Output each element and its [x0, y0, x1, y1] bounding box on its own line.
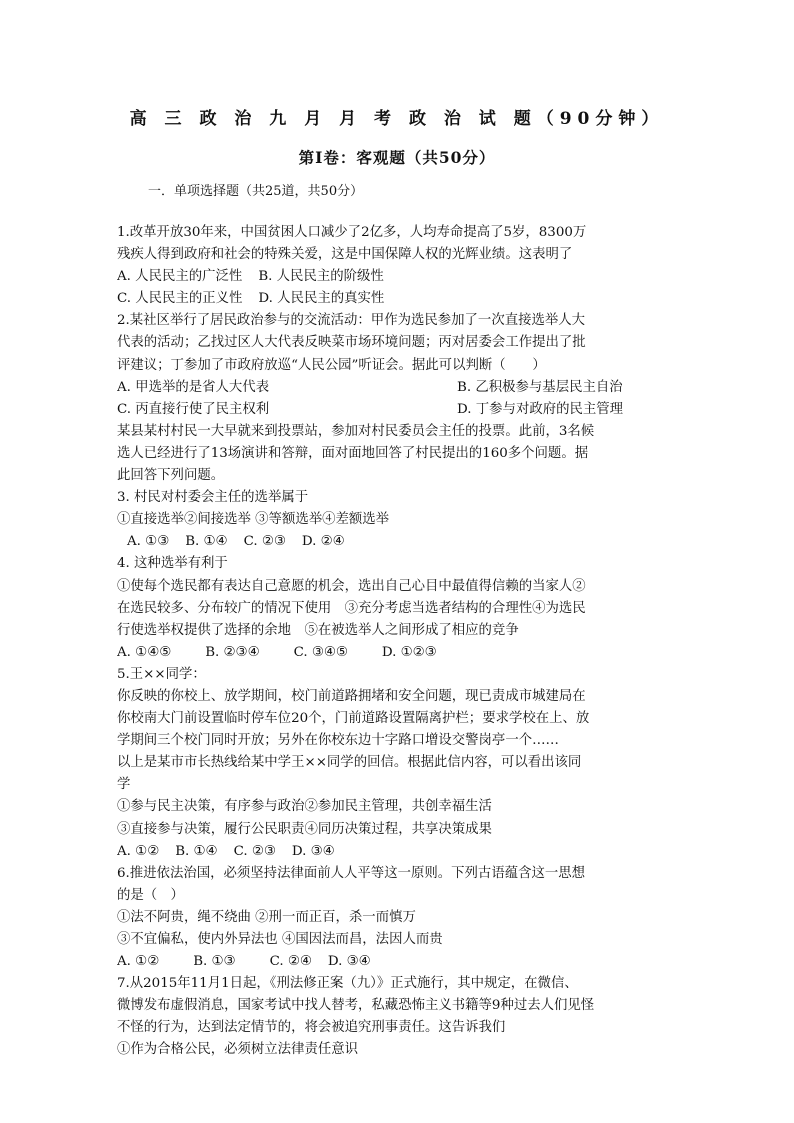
- q5-option-a: A. ①②: [117, 843, 160, 859]
- q4-option-a: A. ①④⑤: [117, 644, 172, 660]
- q4-statement-line-1: ①使每个选民都有表达自己意愿的机会，选出自己心目中最值得信赖的当家人②: [117, 578, 586, 594]
- q2-options-cd: [117, 399, 687, 421]
- q5-option-d: D. ③④: [291, 843, 335, 859]
- q2-stem-line-1: 2.某社区举行了居民政治参与的交流活动：甲作为选民参加了一次直接选举人大: [117, 313, 586, 329]
- q4-option-d: D. ①②③: [381, 644, 437, 660]
- q5-statements-2: ③直接参与决策，履行公民职责④同历决策过程，共享决策成果: [117, 821, 492, 837]
- q7-stem-line-2: 微博发布虚假消息，国家考试中找人替考，私藏恐怖主义书籍等9种过去人们见怪: [117, 998, 595, 1014]
- q6-option-c: C. ②④: [269, 954, 312, 970]
- q3-option-b: B. ①④: [185, 534, 228, 550]
- q2-stem-line-3: 评建议；丁参加了市政府放巡“人民公园”听证会。据此可以判断（ ）: [117, 357, 546, 373]
- q7-statement-1: ①作为合格公民，必须树立法律责任意识: [117, 1042, 359, 1058]
- q1-stem-line-2: 残疾人得到政府和社会的特殊关爱，这是中国保障人权的光辉业绩。这表明了: [117, 247, 573, 263]
- q5-question-line-2: 学: [117, 777, 131, 793]
- section-heading: 一．单项选择题（共25道，共50分）: [148, 184, 364, 199]
- q4-statement-line-3: 行使选举权提供了选择的余地 ⑤在被选举人之间形成了相应的竞争: [117, 622, 519, 638]
- q1-option-b: B. 人民民主的阶级性: [258, 269, 384, 285]
- q5-option-c: C. ②③: [233, 843, 276, 859]
- q4-choices: [117, 642, 687, 664]
- q3-option-c: C. ②③: [243, 534, 286, 550]
- q5-question-line-1: 以上是某市市长热线给某中学王××同学的回信。根据此信内容，可以看出该同: [117, 755, 582, 771]
- q7-stem-line-3: 不怪的行为，达到法定情节的，将会被追究刑事责任。这告诉我们: [117, 1020, 506, 1036]
- q4-option-c: C. ③④⑤: [293, 644, 348, 660]
- q4-option-b: B. ②③④: [205, 644, 260, 660]
- q1-options-ab: [117, 266, 687, 288]
- q5-statements-1: ①参与民主决策，有序参与政治②参加民主管理，共创幸福生活: [117, 799, 492, 815]
- passage-line-3: 此回答下列问题。: [117, 468, 225, 484]
- q5-letter-line-1: 你反映的你校上、放学期间，校门前道路拥堵和安全问题，现已责成市城建局在: [117, 688, 586, 704]
- q2-option-d: D. 丁参与对政府的民主管理: [457, 401, 624, 417]
- q7-stem-line-1: 7.从2015年11月1日起，《刑法修正案（九）》正式施行，其中规定，在微信、: [117, 976, 578, 992]
- q2-stem-line-2: 代表的活动；乙找过区人大代表反映菜市场环境问题；丙对居委会工作提出了批: [117, 335, 586, 351]
- q2-option-a: A. 甲选举的是省人大代表: [117, 379, 270, 395]
- q5-letter-line-3: 学期间三个校门同时开放；另外在你校东边十字路口增设交警岗亭一个……: [117, 733, 559, 749]
- q1-option-c: C. 人民民主的正义性: [117, 291, 243, 307]
- q3-option-a: A. ①③: [127, 534, 170, 550]
- q1-option-d: D. 人民民主的真实性: [258, 291, 385, 307]
- passage-line-1: 某县某村村民一大早就来到投票站，参加对村民委员会主任的投票。此前，3名候: [117, 423, 595, 439]
- q6-option-d: D. ③④: [327, 954, 371, 970]
- q2-option-c: C. 丙直接行使了民主权利: [117, 401, 270, 417]
- questions: [117, 222, 687, 1062]
- q1-option-a: A. 人民民主的广泛性: [117, 269, 243, 285]
- q2-option-b: B. 乙积极参与基层民主自治: [457, 379, 623, 395]
- q6-option-a: A. ①②: [117, 954, 160, 970]
- q6-statements-2: ③不宜偏私，使内外异法也 ④国因法而昌，法因人而贵: [117, 932, 443, 947]
- q5-option-b: B. ①④: [175, 843, 218, 859]
- q1-options-cd: [117, 288, 687, 310]
- q6-choices: [117, 951, 687, 973]
- q1-stem-line-1: 1.改革开放30年来，中国贫困人口减少了2亿多，人均寿命提高了5岁，8300万: [117, 225, 587, 240]
- q6-stem-line-2: 的是（ ）: [117, 887, 184, 903]
- q6-statements-1: ①法不阿贵，绳不绕曲 ②刑一而正百，杀一而慎万: [117, 909, 416, 925]
- q4-statement-line-2: 在选民较多、分布较广的情况下使用 ③充分考虑当选者结构的合理性④为选民: [117, 600, 586, 616]
- q3-statements: ①直接选举②间接选举 ③等额选举④差额选举: [117, 512, 390, 528]
- q4-stem: 4. 这种选举有利于: [117, 556, 228, 572]
- q5-letter-line-2: 你校南大门前设置临时停车位20个，门前道路设置隔离护栏；要求学校在上、放: [117, 711, 590, 727]
- q6-stem-line-1: 6.推进依法治国，必须坚持法律面前人人平等这一原则。下列古语蕴含这一思想: [117, 865, 586, 881]
- exam-title: 高 三 政 治 九 月 月 考 政 治 试 题（90分钟）: [129, 109, 665, 129]
- q2-options-ab: [117, 377, 687, 399]
- q3-option-d: D. ②④: [301, 534, 345, 550]
- q3-choices: [117, 531, 687, 553]
- q5-choices: [117, 841, 687, 863]
- q6-option-b: B. ①③: [193, 954, 236, 970]
- part-title: 第Ⅰ卷：客观题（共50分）: [298, 148, 496, 167]
- passage-line-2: 选人已经进行了13场演讲和答辩，面对面地回答了村民提出的160多个问题。据: [117, 445, 589, 461]
- q3-stem: 3. 村民对村委会主任的选举属于: [117, 490, 309, 506]
- q5-stem: 5.王××同学：: [117, 666, 206, 682]
